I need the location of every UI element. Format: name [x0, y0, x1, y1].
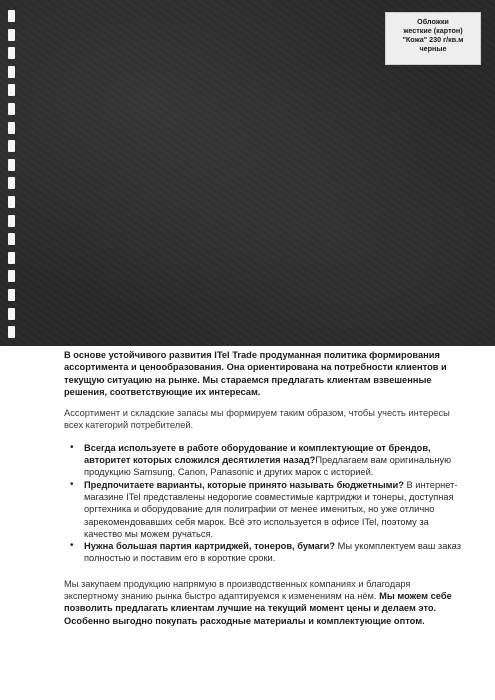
- list-item: [84, 442, 464, 479]
- cover-label-line: Обложки: [417, 17, 449, 26]
- binding-hole: [8, 29, 15, 41]
- closing-bold-text: Мы можем себе позволить предлагать клиентам лучшие на текущий момент цены и делаем это. Особенно выгодно покупать расходные материалы и комплектующие оптом.: [64, 591, 452, 626]
- binding-hole: [8, 159, 15, 171]
- intro-bold-text: В основе устойчивого развития ITel Trade продуманная политика формирования ассортимента и ценообразования. Она ориентирована на потребности клиентов и текущую ситуацию на рынке. Мы стараемся предлагать клиентам взвешенные решения, соответствующие их интересам.: [64, 350, 447, 397]
- binding-hole: [8, 10, 15, 22]
- closing-paragraph: [64, 578, 464, 627]
- binding-hole: [8, 289, 15, 301]
- bullet-list: [64, 442, 464, 565]
- binding-hole: [8, 47, 15, 59]
- bullet-text: Предлагаем вам оригинальную продукцию Samsung, Canon, Panasonic и других марок с историей.: [84, 455, 452, 478]
- intro-paragraph: [64, 349, 464, 398]
- binding-hole: [8, 270, 15, 282]
- bullet-bold-text: Предпочитаете варианты, которые принято называть бюджетными?: [84, 479, 404, 490]
- bullet-bold-text: Всегда используете в работе оборудование и комплектующие от брендов, авторитет которых сложился десятилетия назад?: [84, 442, 431, 466]
- binding-hole: [8, 122, 15, 134]
- bullet-bold-text: Нужна большая партия картриджей, тонеров, бумаги?: [84, 541, 336, 552]
- binding-hole: [8, 84, 15, 96]
- list-item: [84, 479, 464, 540]
- binding-hole: [8, 252, 15, 264]
- binding-hole: [8, 326, 15, 338]
- bullet-text: В интернет-магазине ITel представлены недорогие совместимые картриджи и тонеры, доступная оргтехника и оборудование для полиграфии от менее именитых, но уже отлично зарекомендовавших себя марок. Всё это используется в офисе ITel, поэтому за качество мы можем ручаться.: [84, 479, 458, 539]
- binding-hole: [8, 308, 15, 320]
- bullet-text: Мы укомплектуем ваш заказ полностью и поставим его в короткие сроки.: [84, 541, 461, 564]
- closing-text: Мы закупаем продукцию напрямую в производственных компаниях и благодаря экспертному знанию рынка быстро адаптируемся к изменениям на нём.: [64, 578, 411, 602]
- binding-hole: [8, 233, 15, 245]
- binding-hole: [8, 215, 15, 227]
- binding-hole: [8, 103, 15, 115]
- cover-label-line: черные: [419, 44, 447, 53]
- description-text: [64, 349, 464, 627]
- binding-hole: [8, 177, 15, 189]
- cover-label: [385, 12, 481, 65]
- list-item: [84, 540, 464, 565]
- cover-label-line: жесткие (картон): [403, 26, 463, 35]
- binding-hole: [8, 66, 15, 78]
- binding-hole: [8, 196, 15, 208]
- cover-label-line: "Кожа" 230 г/кв.м: [402, 35, 464, 44]
- assortment-paragraph: Ассортимент и складские запасы мы формируем таким образом, чтобы учесть интересы всех категорий потребителей.: [64, 408, 450, 431]
- binding-hole: [8, 140, 15, 152]
- cover-sample-image: [0, 0, 495, 346]
- binding-holes: [8, 10, 16, 340]
